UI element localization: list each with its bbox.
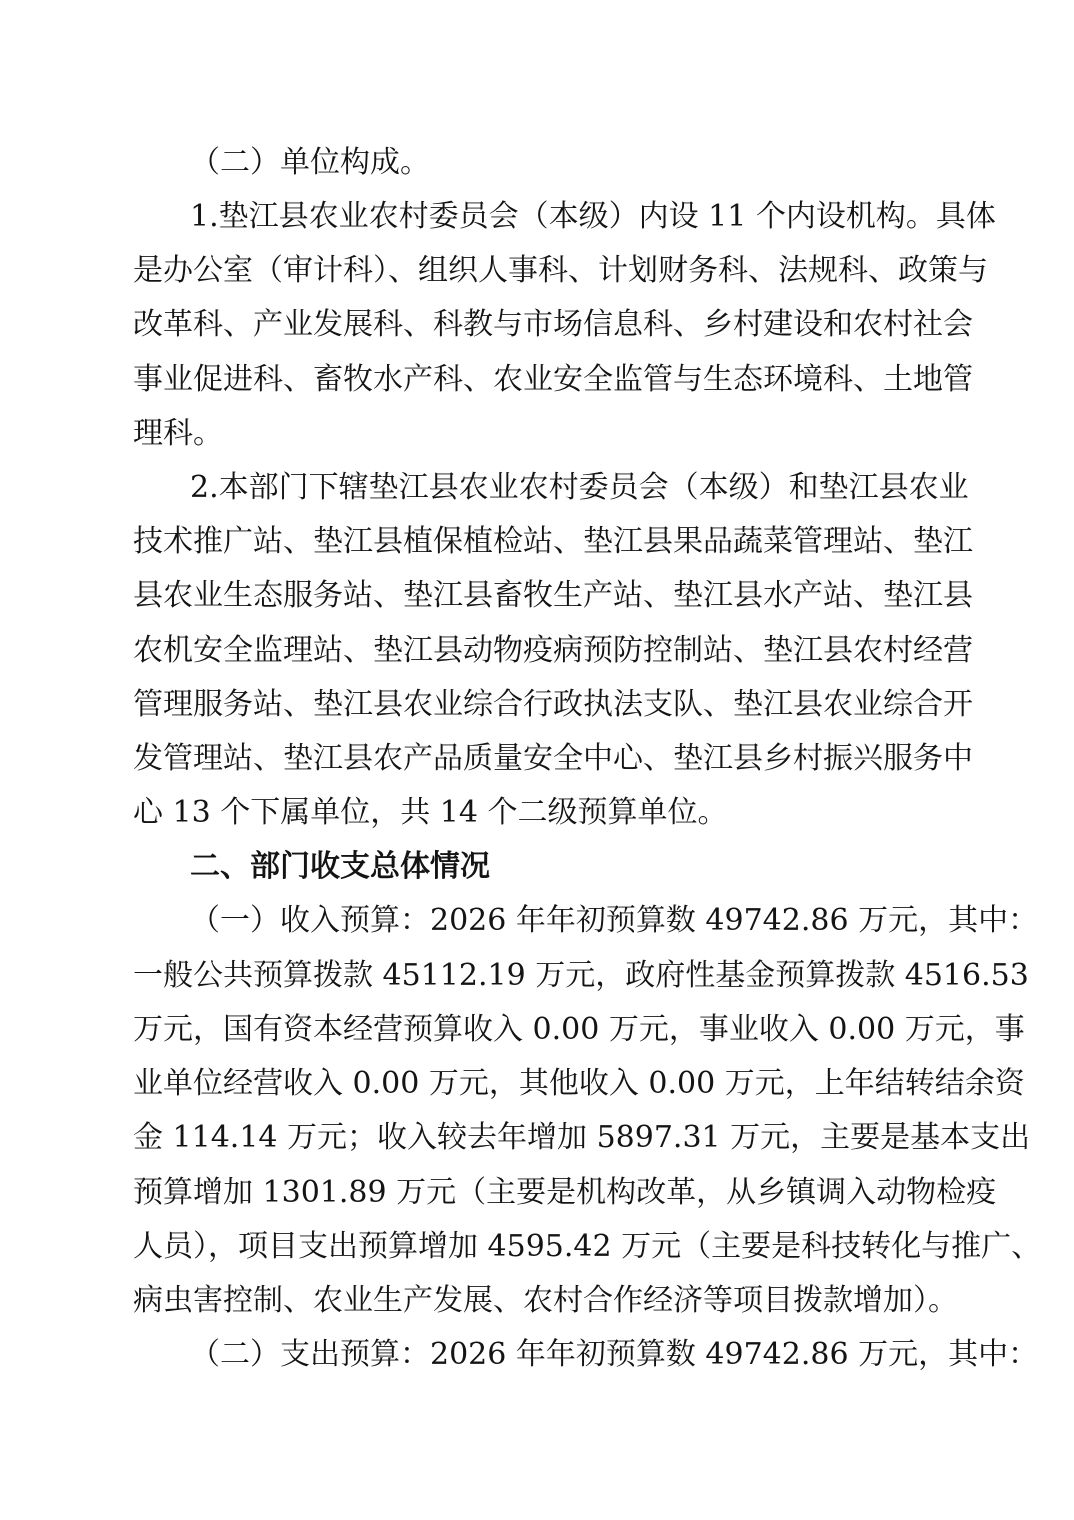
subsection-heading-units: （二）单位构成。 [190, 145, 430, 180]
paragraph-line: 1.垫江县农业农村委员会（本级）内设 11 个内设机构。具体 [190, 199, 996, 234]
section-heading-budget: 二、部门收支总体情况 [190, 849, 490, 884]
paragraph-line: 管理服务站、垫江县农业综合行政执法支队、垫江县农业综合开 [133, 687, 973, 722]
paragraph-line: 业单位经营收入 0.00 万元，其他收入 0.00 万元，上年结转结余资 [133, 1066, 1025, 1101]
paragraph-line: 人员），项目支出预算增加 4595.42 万元（主要是科技转化与推广、 [133, 1229, 1042, 1264]
paragraph-line: 2.本部门下辖垫江县农业农村委员会（本级）和垫江县农业 [190, 470, 969, 505]
paragraph-line: 预算增加 1301.89 万元（主要是机构改革，从乡镇调入动物检疫 [133, 1175, 997, 1210]
paragraph-line: （一）收入预算：2026 年年初预算数 49742.86 万元，其中： [190, 903, 1039, 938]
paragraph-line: （二）支出预算：2026 年年初预算数 49742.86 万元，其中： [190, 1337, 1039, 1372]
paragraph-line: 事业促进科、畜牧水产科、农业安全监管与生态环境科、土地管 [133, 362, 973, 397]
paragraph-line: 万元，国有资本经营预算收入 0.00 万元，事业收入 0.00 万元，事 [133, 1012, 1025, 1047]
paragraph-line: 一般公共预算拨款 45112.19 万元，政府性基金预算拨款 4516.53 [133, 958, 1029, 993]
paragraph-line: 心 13 个下属单位，共 14 个二级预算单位。 [133, 795, 728, 830]
paragraph-line: 县农业生态服务站、垫江县畜牧生产站、垫江县水产站、垫江县 [133, 578, 973, 613]
paragraph-line: 病虫害控制、农业生产发展、农村合作经济等项目拨款增加）。 [133, 1283, 958, 1318]
paragraph-line: 金 114.14 万元；收入较去年增加 5897.31 万元，主要是基本支出 [133, 1120, 1031, 1155]
paragraph-line: 发管理站、垫江县农产品质量安全中心、垫江县乡村振兴服务中 [133, 741, 973, 776]
paragraph-line: 理科。 [133, 416, 223, 451]
paragraph-line: 农机安全监理站、垫江县动物疫病预防控制站、垫江县农村经营 [133, 633, 973, 668]
paragraph-line: 改革科、产业发展科、科教与市场信息科、乡村建设和农村社会 [133, 307, 973, 342]
paragraph-line: 技术推广站、垫江县植保植检站、垫江县果品蔬菜管理站、垫江 [133, 524, 973, 559]
paragraph-line: 是办公室（审计科）、组织人事科、计划财务科、法规科、政策与 [133, 253, 988, 288]
